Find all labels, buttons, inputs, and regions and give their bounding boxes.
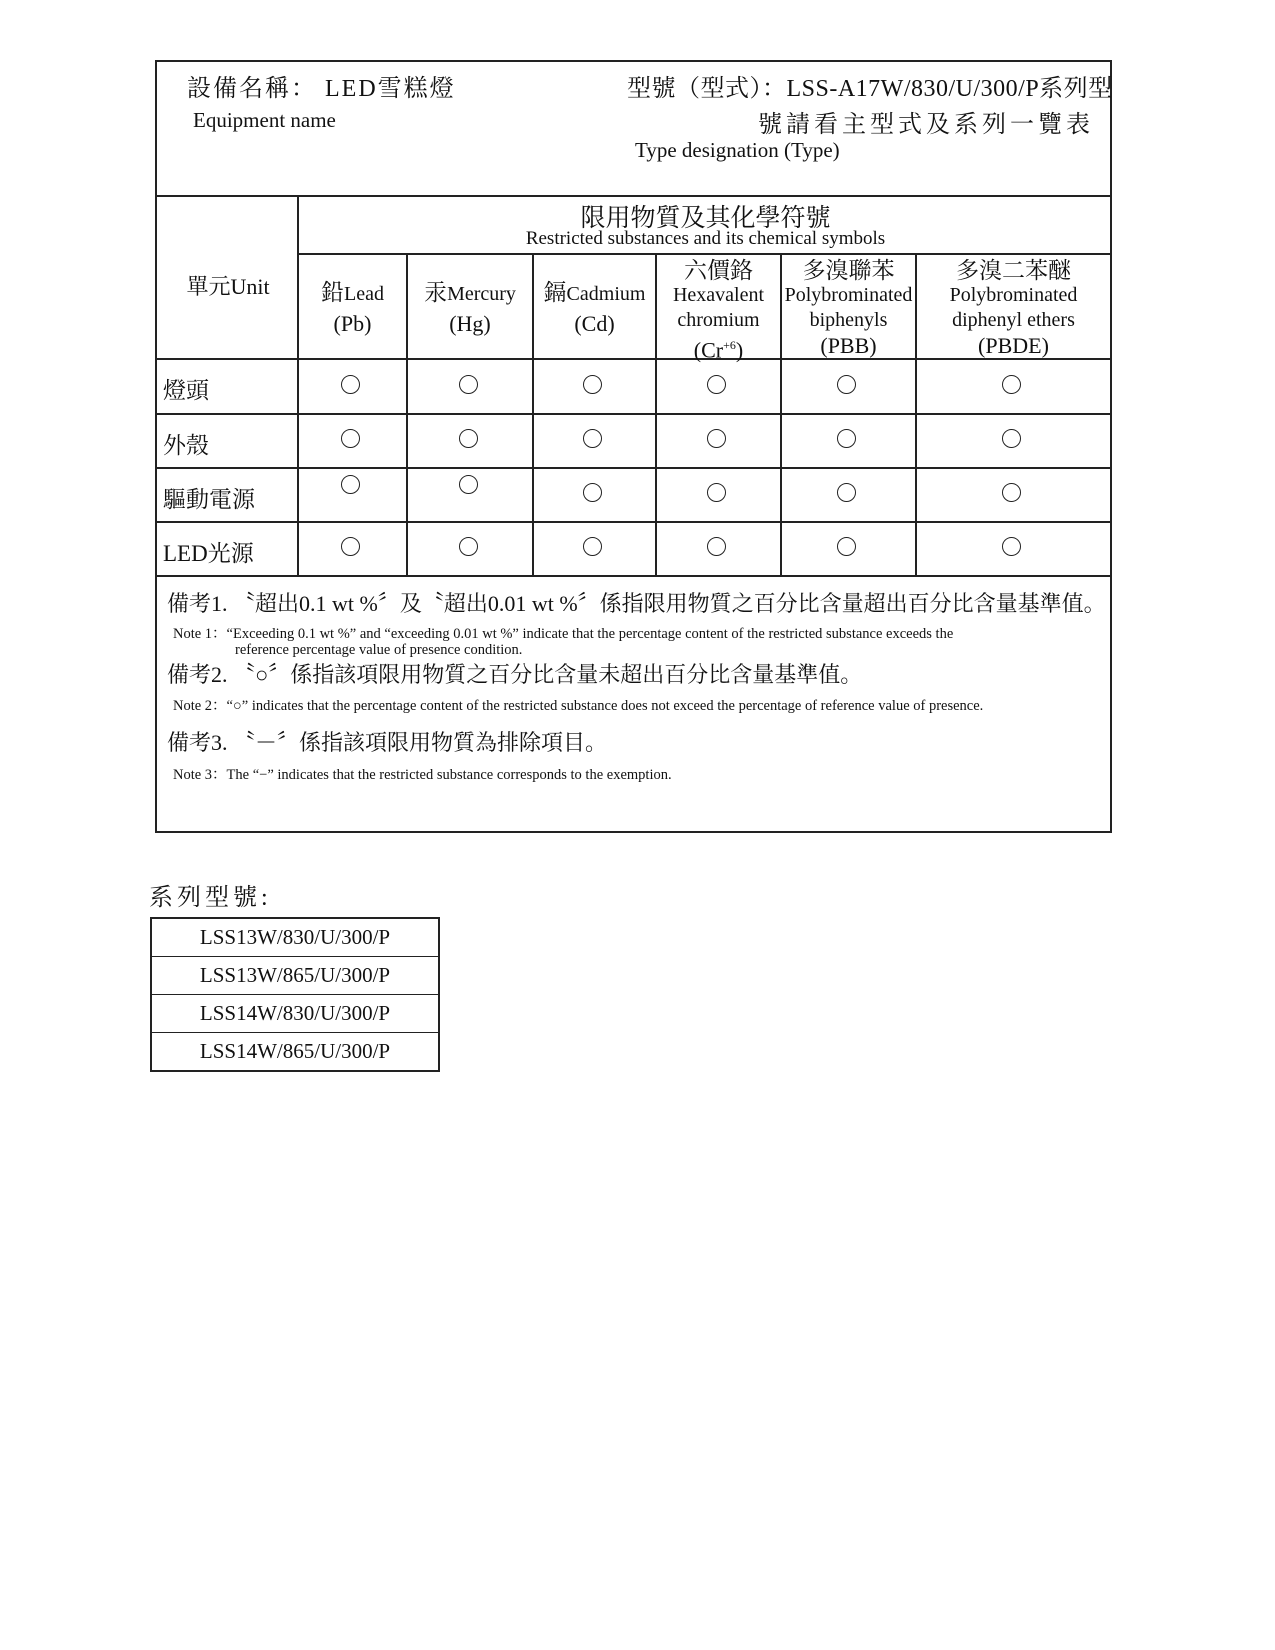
row-divider xyxy=(157,575,1110,577)
series-models-heading: 系列型號: xyxy=(149,885,272,911)
circle-mark-icon xyxy=(1002,483,1021,502)
note1-en-continued: reference percentage value of presence condition. xyxy=(235,642,523,658)
note2-zh: 備考2. 〝○〞係指該項限用物質之百分比含量未超出百分比含量基準值。 xyxy=(167,662,863,687)
row-divider xyxy=(157,467,1110,469)
substance-name-en: Hexavalent xyxy=(672,284,765,306)
equipment-value-zh: LED雪糕燈 xyxy=(325,76,456,102)
substance-symbol: (PBDE) xyxy=(978,333,1049,358)
circle-mark-icon xyxy=(1002,429,1021,448)
series-model-row: LSS13W/865/U/300/P xyxy=(152,957,438,995)
circle-mark-icon xyxy=(583,375,602,394)
substance-name-en: Polybrominated xyxy=(784,284,913,306)
substance-name-en: Lead xyxy=(344,283,384,305)
substance-cadmium xyxy=(534,280,655,336)
row-label-driver: 驅動電源 xyxy=(163,487,255,512)
substance-name-zh: 汞 xyxy=(424,280,448,305)
type-designation-line2: 號請看主型式及系列一覽表 xyxy=(758,112,1094,138)
symbol-superscript: +6 xyxy=(723,338,736,352)
substance-name-zh: 多溴二苯醚 xyxy=(956,258,1071,283)
circle-mark-icon xyxy=(583,483,602,502)
unit-column-header: 單元Unit xyxy=(186,274,270,299)
circle-mark-icon xyxy=(341,375,360,394)
type-designation-label-en: Type designation (Type) xyxy=(635,138,840,162)
circle-mark-icon xyxy=(341,537,360,556)
circle-mark-icon xyxy=(1002,375,1021,394)
circle-mark-icon xyxy=(459,537,478,556)
equipment-label-en: Equipment name xyxy=(193,108,336,132)
substance-name-zh: 六價鉻 xyxy=(684,258,753,283)
circle-mark-icon xyxy=(459,475,478,494)
substance-pbde xyxy=(917,258,1110,358)
row-divider xyxy=(157,358,1110,360)
substance-name-en: chromium xyxy=(677,309,760,331)
row-label-housing: 外殼 xyxy=(163,433,209,458)
header-divider xyxy=(157,195,1110,197)
circle-mark-icon xyxy=(341,475,360,494)
circle-mark-icon xyxy=(837,483,856,502)
circle-mark-icon xyxy=(459,429,478,448)
substance-name-zh: 鎘 xyxy=(543,280,567,305)
series-models-table xyxy=(150,917,440,1072)
substance-pbb xyxy=(782,258,915,358)
series-model-row: LSS14W/830/U/300/P xyxy=(152,995,438,1033)
note1-en: Note 1：“Exceeding 0.1 wt %” and “exceeding 0.01 wt %” indicate that the percentage content of the restricted substance exceeds the xyxy=(173,626,954,642)
substance-lead xyxy=(299,280,406,336)
substance-name-en: Cadmium xyxy=(566,283,646,305)
circle-mark-icon xyxy=(583,429,602,448)
symbol-end: ) xyxy=(735,337,744,363)
circle-mark-icon xyxy=(459,375,478,394)
note3-en: Note 3：The “−” indicates that the restricted substance corresponds to the exemption. xyxy=(173,767,672,783)
circle-mark-icon xyxy=(837,429,856,448)
note1-zh: 備考1. 〝超出0.1 wt %〞及〝超出0.01 wt %〞係指限用物質之百分比含量超出百分比含量基準值。 xyxy=(167,591,1106,616)
type-designation-line1: 型號（型式）：LSS-A17W/830/U/300/P系列型 xyxy=(627,76,1113,102)
substance-symbol: (Hg) xyxy=(449,311,491,336)
substance-symbol: (PBB) xyxy=(820,333,877,358)
row-divider xyxy=(157,413,1110,415)
substance-symbol xyxy=(657,333,780,362)
row-label-led-source: LED光源 xyxy=(163,541,254,566)
substance-name-zh: 多溴聯苯 xyxy=(802,258,895,283)
substance-hexavalent-chromium xyxy=(657,258,780,362)
circle-mark-icon xyxy=(837,537,856,556)
rohs-declaration-form xyxy=(155,60,1112,833)
substance-name-en: diphenyl ethers xyxy=(952,309,1075,331)
series-model-row: LSS13W/830/U/300/P xyxy=(152,919,438,957)
column-divider xyxy=(297,195,299,577)
substance-header-divider xyxy=(299,253,1110,255)
equipment-label-zh: 設備名稱： xyxy=(187,76,317,102)
series-model-row: LSS14W/865/U/300/P xyxy=(199,1039,391,1063)
substance-mercury xyxy=(408,280,532,336)
substance-name-en: Polybrominated xyxy=(949,284,1078,306)
restricted-substances-header-zh: 限用物質及其化學符號 xyxy=(580,205,831,232)
row-divider xyxy=(157,521,1110,523)
note2-en: Note 2：“○” indicates that the percentage content of the restricted substance does not exceed the percentage of reference value of presence. xyxy=(173,698,984,714)
row-label-lamp-base: 燈頭 xyxy=(163,378,209,403)
note3-zh: 備考3. 〝－〞係指該項限用物質為排除項目。 xyxy=(167,730,608,755)
substance-name-en: biphenyls xyxy=(809,309,888,331)
substance-symbol: (Pb) xyxy=(333,311,372,336)
equipment-name-zh xyxy=(187,68,456,103)
circle-mark-icon xyxy=(707,429,726,448)
restricted-substances-header-en: Restricted substances and its chemical symbols xyxy=(525,228,886,249)
substance-symbol: (Cd) xyxy=(574,311,615,336)
substance-name-en: Mercury xyxy=(447,283,516,305)
circle-mark-icon xyxy=(837,375,856,394)
circle-mark-icon xyxy=(707,537,726,556)
substance-name-zh: 鉛 xyxy=(321,280,344,305)
circle-mark-icon xyxy=(707,375,726,394)
circle-mark-icon xyxy=(341,429,360,448)
circle-mark-icon xyxy=(1002,537,1021,556)
circle-mark-icon xyxy=(583,537,602,556)
circle-mark-icon xyxy=(707,483,726,502)
symbol-base: (Cr xyxy=(693,337,724,363)
